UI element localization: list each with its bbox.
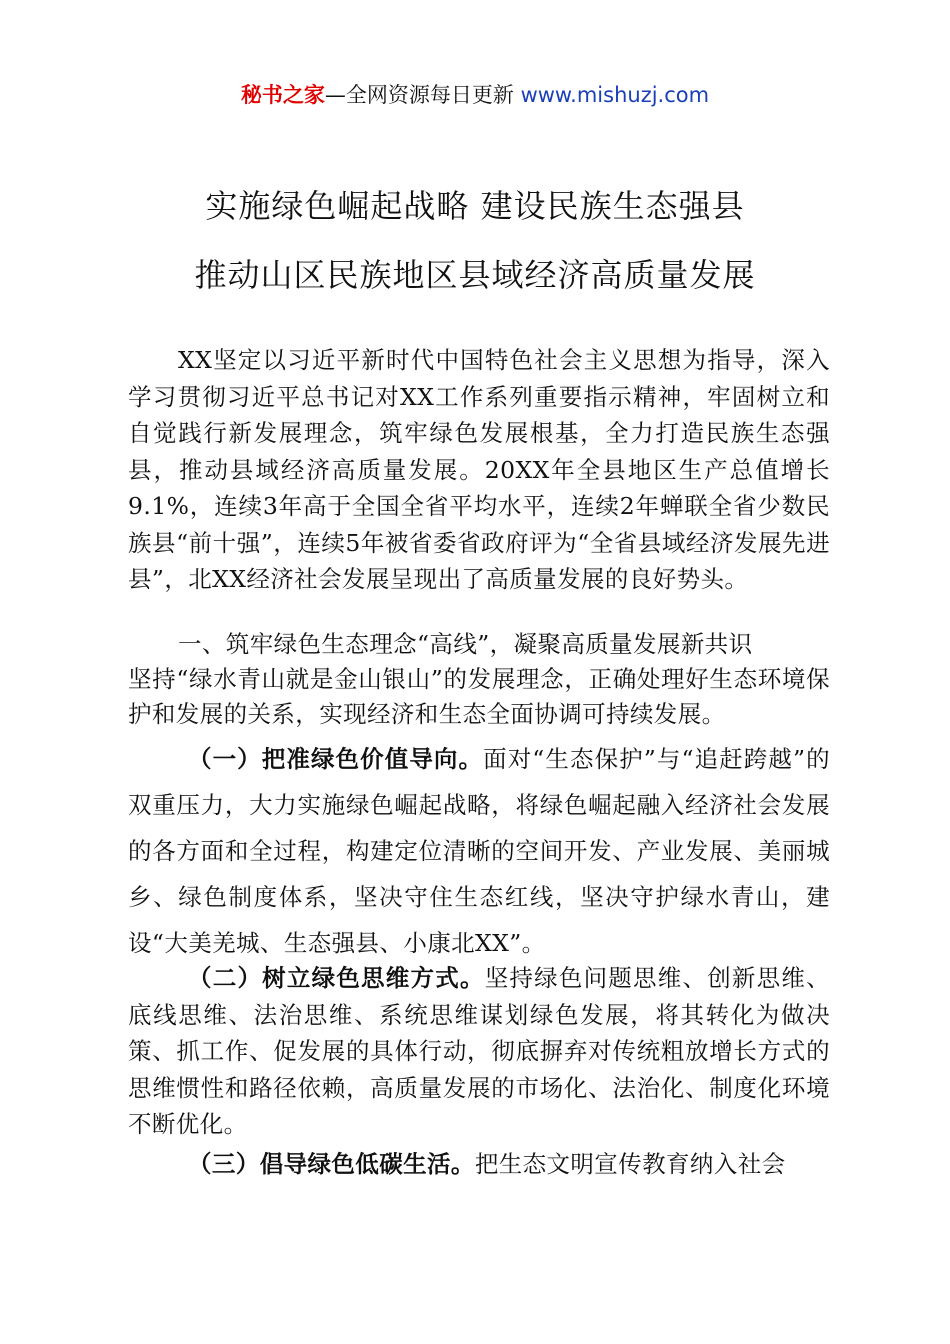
item-2-text: 坚持绿色问题思维、创新思维、底线思维、法治思维、系统思维谋划绿色发展，将其转化为做决策、抓工作、促发展的具体行动，彻底摒弃对传统粗放增长方式的思维惯性和路径依赖，高质量发展的市场化、法治化、制度化环境不断优化。: [128, 964, 830, 1138]
document-title-line-1: 实施绿色崛起战略 建设民族生态强县: [205, 187, 745, 225]
item-2-paragraph: [128, 960, 830, 1143]
document-title-line-2: 推动山区民族地区县域经济高质量发展: [194, 256, 756, 294]
item-2-heading: （二）树立绿色思维方式。: [188, 964, 485, 992]
item-3-paragraph: [128, 1141, 830, 1187]
section-1-heading: 一、筑牢绿色生态理念“高线”，凝聚高质量发展新共识: [178, 630, 753, 658]
intro-paragraph: XX坚定以习近平新时代中国特色社会主义思想为指导，深入学习贯彻习近平总书记对XX工作系列重要指示精神，牢固树立和自觉践行新发展理念，筑牢绿色发展根基，全力打造民族生态强县，推动县域经济高质量发展。20XX年全县地区生产总值增长9.1%，连续3年高于全国全省平均水平，连续2年蝉联全省少数民族县“前十强”，连续5年被省委省政府评为“全省县域经济发展先进县”，北XX经济社会发展呈现出了高质量发展的良好势头。: [128, 346, 830, 593]
site-url-link[interactable]: www.mishuzj.com: [520, 83, 710, 107]
section-1-text: 坚持“绿水青山就是金山银山”的发展理念，正确处理好生态环境保护和发展的关系，实现经济和生态全面协调可持续发展。: [128, 665, 830, 728]
brand-name: 秘书之家: [240, 83, 325, 107]
item-1-paragraph: [128, 736, 830, 966]
header-tagline: —全网资源每日更新: [324, 83, 514, 107]
item-1-heading: （一）把准绿色价值导向。: [188, 745, 484, 773]
item-1-text: 面对“生态保护”与“追赶跨越”的双重压力，大力实施绿色崛起战略，将绿色崛起融入经济社会发展的各方面和全过程，构建定位清晰的空间开发、产业发展、美丽城乡、绿色制度体系，坚决守住生态红线，坚决守护绿水青山，建设“大美羌城、生态强县、小康北XX”。: [128, 745, 830, 957]
section-1-paragraph: [128, 627, 830, 732]
item-3-heading: （三）倡导绿色低碳生活。: [188, 1150, 475, 1178]
item-3-text: 把生态文明宣传教育纳入社会: [474, 1150, 786, 1178]
site-header: [0, 78, 950, 112]
